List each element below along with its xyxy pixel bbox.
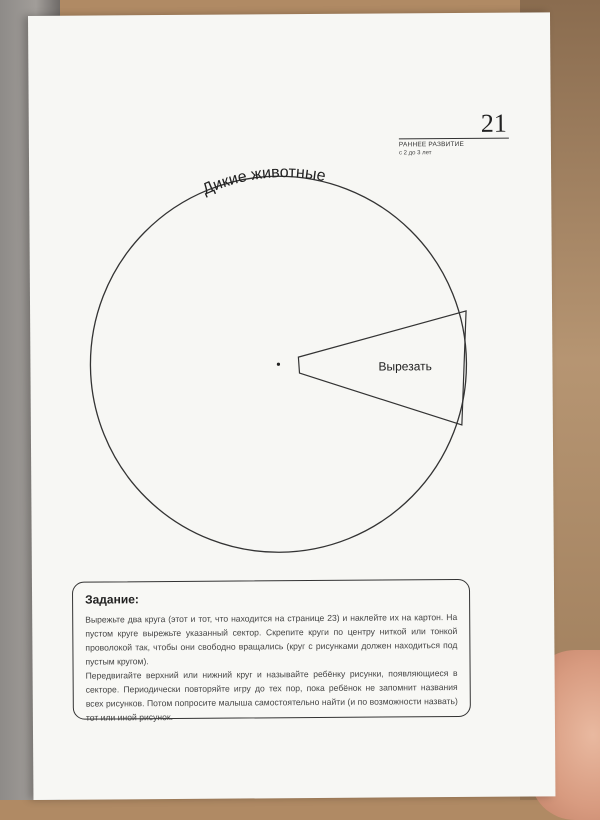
- age-range: с 2 до 3 лет: [398, 150, 432, 157]
- task-box: [72, 579, 471, 723]
- task-paragraph: Вырежьте два круга (этот и тот, что находится на странице 23) и наклейте их на картон. На пустом круге вырежьте указанный сектор. Скрепите круги по центру ниткой или тонкой проволокой так, чтобы они свободно вращались (круг с рисунками должен находиться под пустым кругом).: [85, 612, 458, 667]
- cut-label: Вырезать: [378, 359, 432, 374]
- series-title: РАННЕЕ РАЗВИТИЕ: [398, 140, 465, 149]
- page-number: 21: [480, 108, 507, 138]
- cutout-wheel: [77, 163, 480, 566]
- task-title: Задание:: [85, 592, 139, 607]
- header-divider: [399, 138, 509, 140]
- wheel-title: Дикие животные: [200, 164, 328, 199]
- center-dot: [277, 363, 280, 366]
- workbook-page: [28, 12, 555, 800]
- task-paragraph: Передвигайте верхний или нижний круг и называйте ребёнку рисунки, появляющиеся в секторе. Периодически повторяйте игру до тех пор, пока ребёнок не запомнит названия всех рисунков. Потом попросите малыша самостоятельно найти (и по возможности назвать) тот или иной рисунок.: [85, 668, 458, 723]
